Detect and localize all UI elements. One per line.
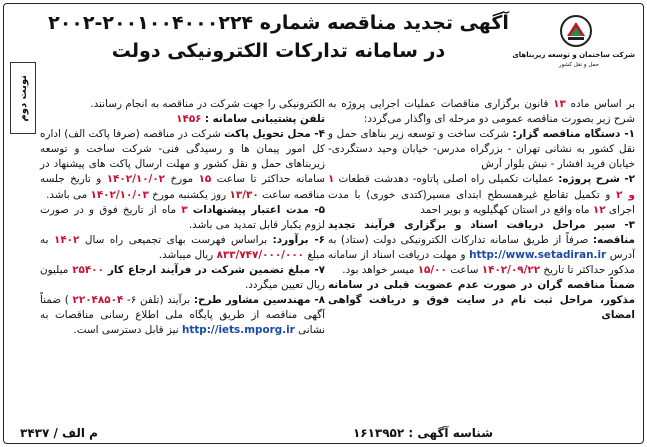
intro-paragraph <box>328 97 635 127</box>
item-4-meeting-time: ۱۳/۳۰ <box>229 188 259 201</box>
right-column <box>328 97 635 323</box>
left-column <box>40 97 325 339</box>
item-6-text-b: به مبلغ <box>40 233 325 261</box>
item-4-text-d: روز یکشنبه مورخ <box>152 188 227 201</box>
item-3-heading: ۳- سیر مراحل دریافت اسناد و برگزاری فرآیند تجدید مناقصه: <box>328 218 635 246</box>
tender-notice <box>3 3 644 444</box>
item-8 <box>40 293 325 338</box>
round-tag-label: نوبت دوم <box>17 74 29 122</box>
item-5-months: ۳ <box>181 203 188 216</box>
logo-org-line1: شرکت ساختمان و توسعه زیربناهای <box>512 51 635 59</box>
item-3-text-c: ساعت <box>450 264 479 277</box>
item-7-guarantee-amount: ۲۵۴۰۰ <box>72 264 104 277</box>
logo-org-line2: حمل و نقل کشور <box>558 62 600 68</box>
logo-mark-icon <box>559 14 593 48</box>
ad-id-value: ۱۶۱۳۹۵۲ <box>352 426 405 440</box>
item-3-deadline-time: ۱۵/۰۰ <box>417 264 447 277</box>
item-4-text-c: و تاریخ جلسه مناقصه ساعت <box>40 173 325 201</box>
notice-title: آگهی تجدید مناقصه شماره ۲۰۰۱۰۰۴۰۰۰۲۲۴-۲۰۰۲ <box>48 12 509 34</box>
item-3-text-a: صرفاً از طریق سامانه تدارکات الکترونیکی دولت (ستاد) به آدرس <box>328 233 635 261</box>
item-2-section-numbers: ۱ و ۲ <box>328 173 636 201</box>
support-phone-number: ۱۴۵۶ <box>176 113 202 126</box>
intro-article-number: ۱۳ <box>553 98 566 110</box>
item-3-deadline-date: ۱۴۰۲/۰۹/۲۲ <box>481 264 541 277</box>
item-2 <box>328 172 635 217</box>
item-8-heading: ۸- مهندسین مشاور طرح: <box>193 294 326 307</box>
item-1-text: شرکت ساخت و توسعه زیر بناهای حمل و نقل کشور به نشانی تهران - بزرگراه مدرس- خیابان وحید دستگردی- خیابان فرید افشار - نبش بلوار آرش <box>328 128 635 171</box>
continuation-text: الکترونیکی را جهت شرکت در مناقصه به انجام رسانند. <box>90 98 325 110</box>
item-1-heading: ۱- دستگاه مناقصه گزار: <box>512 128 635 141</box>
ad-code-value: ۳۴۳۷ <box>20 426 50 440</box>
item-4 <box>40 127 325 202</box>
item-3 <box>328 218 635 278</box>
item-4-submit-date: ۱۴۰۲/۱۰/۰۲ <box>106 173 166 186</box>
notice-subtitle: در سامانه تدارکات الکترونیکی دولت <box>111 40 446 62</box>
support-phone <box>40 112 325 127</box>
ad-id-label: شناسه آگهی : <box>408 426 493 440</box>
item-4-heading: ۴- محل تحویل پاکت <box>224 128 325 141</box>
item-7 <box>40 263 325 293</box>
item-5-heading: ۵- مدت اعتبار پیشنهادات <box>192 203 326 216</box>
item-6-year: ۱۴۰۲ <box>54 233 80 246</box>
item-6 <box>40 233 325 263</box>
item-2-text-a: عملیات تکمیلی راه اصلی پاتاوه- دهدشت قطعات <box>338 173 555 186</box>
item-8-text-a: برآیند (تلفن ۶- <box>126 294 191 307</box>
iets-link[interactable]: http://iets.mporg.ir <box>181 324 295 337</box>
item-8-text-b: ) ضمناً آگهی مناقصه از طریق پایگاه ملی اطلاع رسانی مناقصات به نشانی <box>40 294 325 337</box>
item-4-text-a: شرکت در مناقصه (صرفا پاکت الف) اداره کل امور پیمان ها و رسیدگی فنی- شرکت ساخت و توسعه زیربناهای حمل و نقل کشور و مهلت ارسال پاکت های پیشنهاد در سامانه حداکثر تا ساعت <box>40 128 325 186</box>
item-4-text-e: می باشد. <box>46 188 88 201</box>
item-6-text-c: ریال میباشد. <box>158 248 214 261</box>
round-tag <box>10 62 36 134</box>
item-4-submit-time: ۱۵ <box>198 173 212 186</box>
item-7-heading: ۷- مبلغ تضمین شرکت در فرآیند ارجاع کار <box>107 264 325 277</box>
item-1 <box>328 127 635 172</box>
ad-id <box>353 426 493 440</box>
item-2-heading: ۲- شرح پروژه: <box>558 173 635 186</box>
item-2-text-b: و تکمیل تقاطع غیرهمسطح ابتدای مسیر(کتدی خوری) با مدت اجرای <box>328 188 635 216</box>
intro-text: قانون برگزاری مناقصات عملیات اجرایی پروژه به شرح زیر بصورت مناقصه عمومی دو مرحله ای واگذار می‌گردد: <box>328 98 635 126</box>
item-4-meeting-date: ۱۴۰۲/۱۰/۰۳ <box>90 188 149 201</box>
support-phone-label: تلفن پشتیبانی سامانه : <box>204 113 325 126</box>
item-6-text-a: براساس فهرست بهای تجمیعی راه سال <box>84 233 268 246</box>
item-8-phone: ۲۲۰۴۸۵۰۴ <box>72 294 124 307</box>
item-3-text-b: و مهلت دریافت اسناد از سامانه مذکور حداکثر تا تاریخ <box>328 248 635 277</box>
company-logo <box>512 14 635 84</box>
item-5 <box>40 203 325 233</box>
intro-prefix: بر اساس ماده <box>570 98 635 110</box>
item-5-text: ماه از تاریخ فوق و در صورت لزوم یکبار قابل تمدید می باشد. <box>40 203 325 231</box>
item-4-text-b: مورخ <box>170 173 194 186</box>
ad-code-label: م الف / <box>53 426 98 440</box>
registration-note: ضمناً مناقصه گران در صورت عدم عضویت قبلی در سامانه مذکور، مراحل ثبت نام در سایت فوق و دریافت گواهی امضای <box>328 279 635 322</box>
item-6-estimate-amount: ۸۳۳/۷۴۷/۰۰۰/۰۰۰ <box>216 248 305 261</box>
continuation-line <box>40 97 325 112</box>
setad-link[interactable]: http://www.setadiran.ir <box>469 248 607 261</box>
item-8-text-c: نیز قابل دسترسی است. <box>73 324 179 337</box>
ad-code <box>20 426 98 440</box>
item-3-text-d: میسر خواهد بود. <box>342 264 415 277</box>
item-7-text: میلیون ریال تعیین میگردد. <box>40 264 325 292</box>
item-2-text-c: ماه واقع در استان کهگیلویه و بویر احمد <box>420 203 590 216</box>
item-6-heading: ۶- برآورد: <box>272 233 325 246</box>
item-2-duration: ۱۲ <box>592 203 606 216</box>
